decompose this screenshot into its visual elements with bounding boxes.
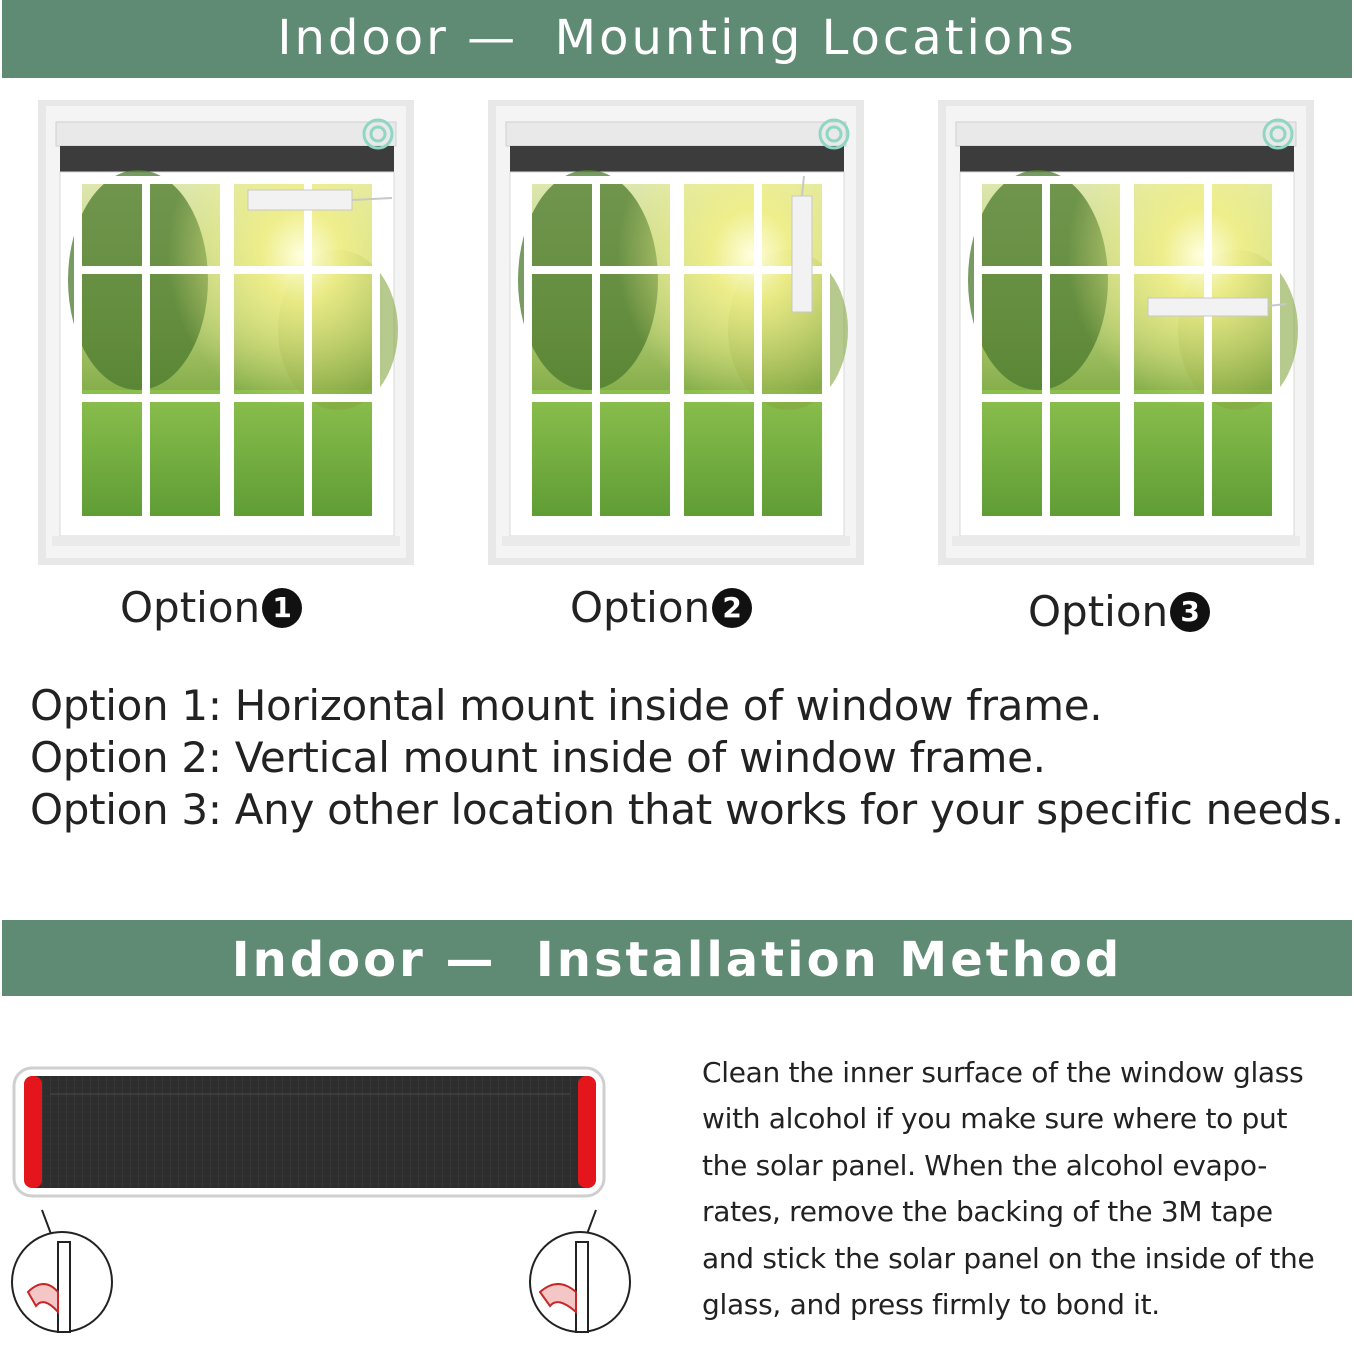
option-2-caption — [570, 583, 752, 632]
option-label: Option — [120, 583, 261, 632]
tape-detail-icon — [530, 1210, 630, 1332]
option-label: Option — [1028, 587, 1169, 636]
installation-method-banner: Indoor — Installation Method — [2, 920, 1352, 996]
solar-panel-icon — [14, 1068, 604, 1196]
instruction-line: rates, remove the backing of the 3M tape — [702, 1195, 1273, 1229]
option-number-badge: 1 — [262, 588, 302, 628]
instruction-line: Clean the inner surface of the window glass — [702, 1056, 1304, 1089]
instruction-line: the solar panel. When the alcohol evapo- — [702, 1148, 1268, 1182]
window-option-2-illustration — [488, 100, 864, 565]
option-number-badge: 2 — [712, 588, 752, 628]
option-descriptions — [30, 680, 1350, 836]
option-3-description: Option 3: Any other location that works for your specific needs. — [30, 785, 1344, 834]
option-1-caption — [120, 583, 302, 632]
instruction-line: and stick the solar panel on the inside of the — [702, 1241, 1315, 1275]
option-number-badge: 3 — [1170, 592, 1210, 632]
installation-instructions — [702, 1050, 1342, 1328]
option-1-description: Option 1: Horizontal mount inside of window frame. — [30, 681, 1103, 730]
option-label: Option — [570, 583, 711, 632]
option-3-caption — [1028, 587, 1210, 636]
solar-panel-tape-diagram — [10, 1060, 650, 1342]
solar-panel-icon — [1148, 298, 1286, 316]
window-option-1-illustration — [38, 100, 414, 565]
window-option-3-illustration — [938, 100, 1314, 565]
instruction-line: glass, and press firmly to bond it. — [702, 1288, 1160, 1322]
mounting-locations-banner: Indoor — Mounting Locations — [2, 0, 1352, 78]
solar-panel-icon — [792, 176, 812, 312]
option-2-description: Option 2: Vertical mount inside of window frame. — [30, 733, 1046, 782]
tape-detail-icon — [12, 1210, 112, 1332]
instruction-line: with alcohol if you make sure where to put — [702, 1102, 1288, 1136]
